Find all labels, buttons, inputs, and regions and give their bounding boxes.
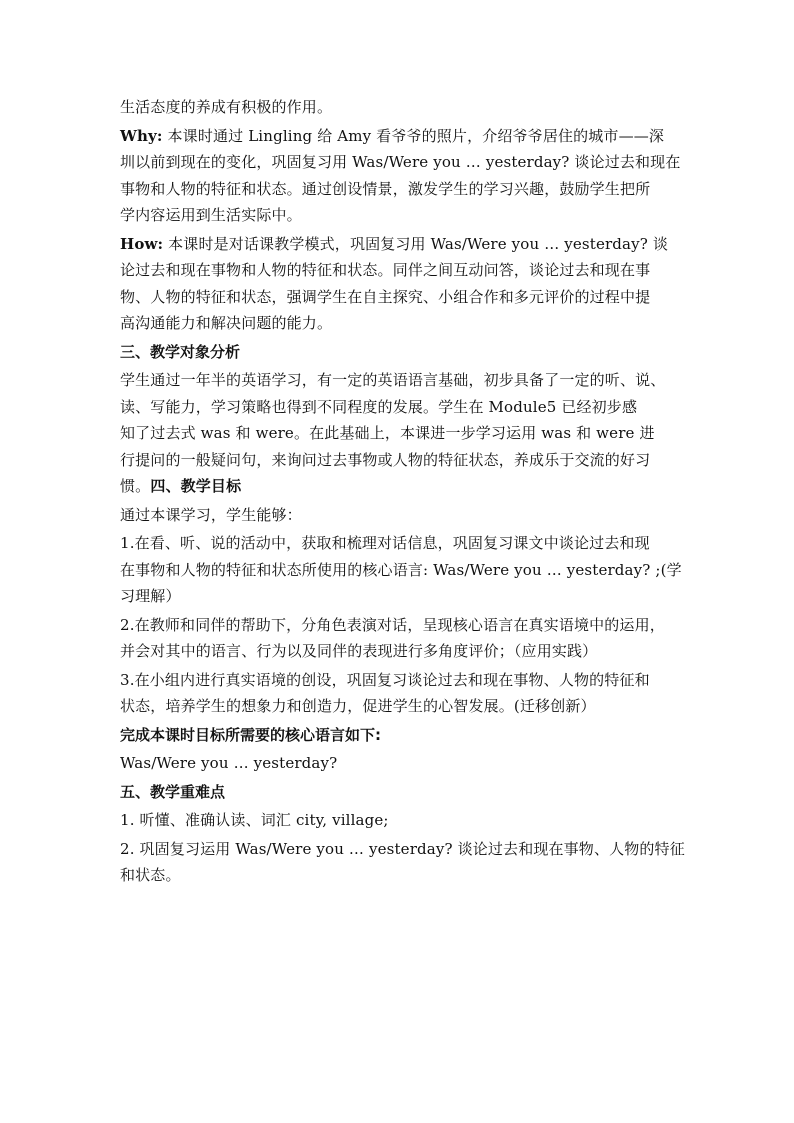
document-page: [120, 94, 685, 889]
why-paragraph-line: [120, 123, 675, 150]
objective-1-line: 1.在看、听、说的活动中，获取和梳理对话信息，巩固复习课文中谈论过去和现: [120, 534, 650, 552]
objective-1-line: 习理解）: [120, 587, 181, 605]
learners-paragraph-line: [120, 473, 675, 500]
objective-3-line: 状态，培养学生的想象力和创造力，促进学生的心智发展。(迁移创新）: [120, 697, 596, 715]
learners-paragraph-line: 知了过去式 was 和 were。在此基础上，本课进一步学习运用 was 和 were 进: [120, 424, 655, 442]
objectives-intro: 通过本课学习，学生能够：: [120, 505, 302, 524]
learners-paragraph-line: 读、写能力，学习策略也得到不同程度的发展。学生在 Module5 已经初步感: [120, 397, 638, 416]
learners-paragraph-line: 学生通过一年半的英语学习，有一定的英语语言基础，初步具备了一定的听、说、: [120, 371, 666, 389]
why-paragraph-line: 事物和人物的特征和状态。通过创设情景，激发学生的学习兴趣，鼓励学生把所: [120, 179, 651, 198]
learners-text-end: 惯。: [120, 477, 151, 495]
how-text: 本课时是对话课教学模式，巩固复习用 Was/Were you … yesterday? 谈: [168, 234, 669, 253]
section-heading-objectives: 四、教学目标: [150, 477, 242, 495]
key-point-2-line: 2. 巩固复习运用 Was/Were you … yesterday? 谈论过去和现在事物、人物的特征: [120, 839, 685, 858]
section-heading-learners: 三、教学对象分析: [120, 342, 241, 361]
paragraph-line: 生活态度的养成有积极的作用。: [120, 98, 333, 116]
why-label: Why:: [120, 126, 163, 145]
objective-1-line: 在事物和人物的特征和状态所使用的核心语言: Was/Were you … yesterday? ;(学: [120, 560, 682, 579]
why-paragraph-line: 学内容运用到生活实际中。: [120, 206, 302, 224]
core-language-text: Was/Were you … yesterday?: [120, 754, 338, 772]
how-paragraph-line: 高沟通能力和解决问题的能力。: [120, 314, 333, 332]
section-heading-key-points: 五、教学重难点: [120, 782, 226, 801]
how-paragraph-line: [120, 231, 675, 258]
learners-paragraph-line: 行提问的一般疑问句，来询问过去事物或人物的特征状态，养成乐于交流的好习: [120, 450, 651, 469]
how-paragraph-line: 论过去和现在事物和人物的特征和状态。同伴之间互动问答，谈论过去和现在事: [120, 261, 651, 279]
objective-2-line: 2.在教师和同伴的帮助下，分角色表演对话，呈现核心语言在真实语境中的运用，: [120, 615, 665, 634]
key-point-1: 1. 听懂、准确认读、词汇 city, village;: [120, 811, 389, 829]
how-paragraph-line: 物、人物的特征和状态，强调学生在自主探究、小组合作和多元评价的过程中提: [120, 287, 651, 306]
objective-3-line: 3.在小组内进行真实语境的创设，巩固复习谈论过去和现在事物、人物的特征和: [120, 670, 650, 689]
why-text: 本课时通过 Lingling 给 Amy 看爷爷的照片，介绍爷爷居住的城市——深: [167, 126, 665, 145]
why-paragraph-line: 圳以前到现在的变化，巩固复习用 Was/Were you … yesterday? 谈论过去和现在: [120, 153, 681, 171]
objective-2-line: 并会对其中的语言、行为以及同伴的表现进行多角度评价；（应用实践）: [120, 642, 598, 660]
how-label: How:: [120, 234, 164, 253]
core-language-heading: 完成本课时目标所需要的核心语言如下:: [120, 725, 382, 744]
key-point-2-line: 和状态。: [120, 866, 181, 884]
